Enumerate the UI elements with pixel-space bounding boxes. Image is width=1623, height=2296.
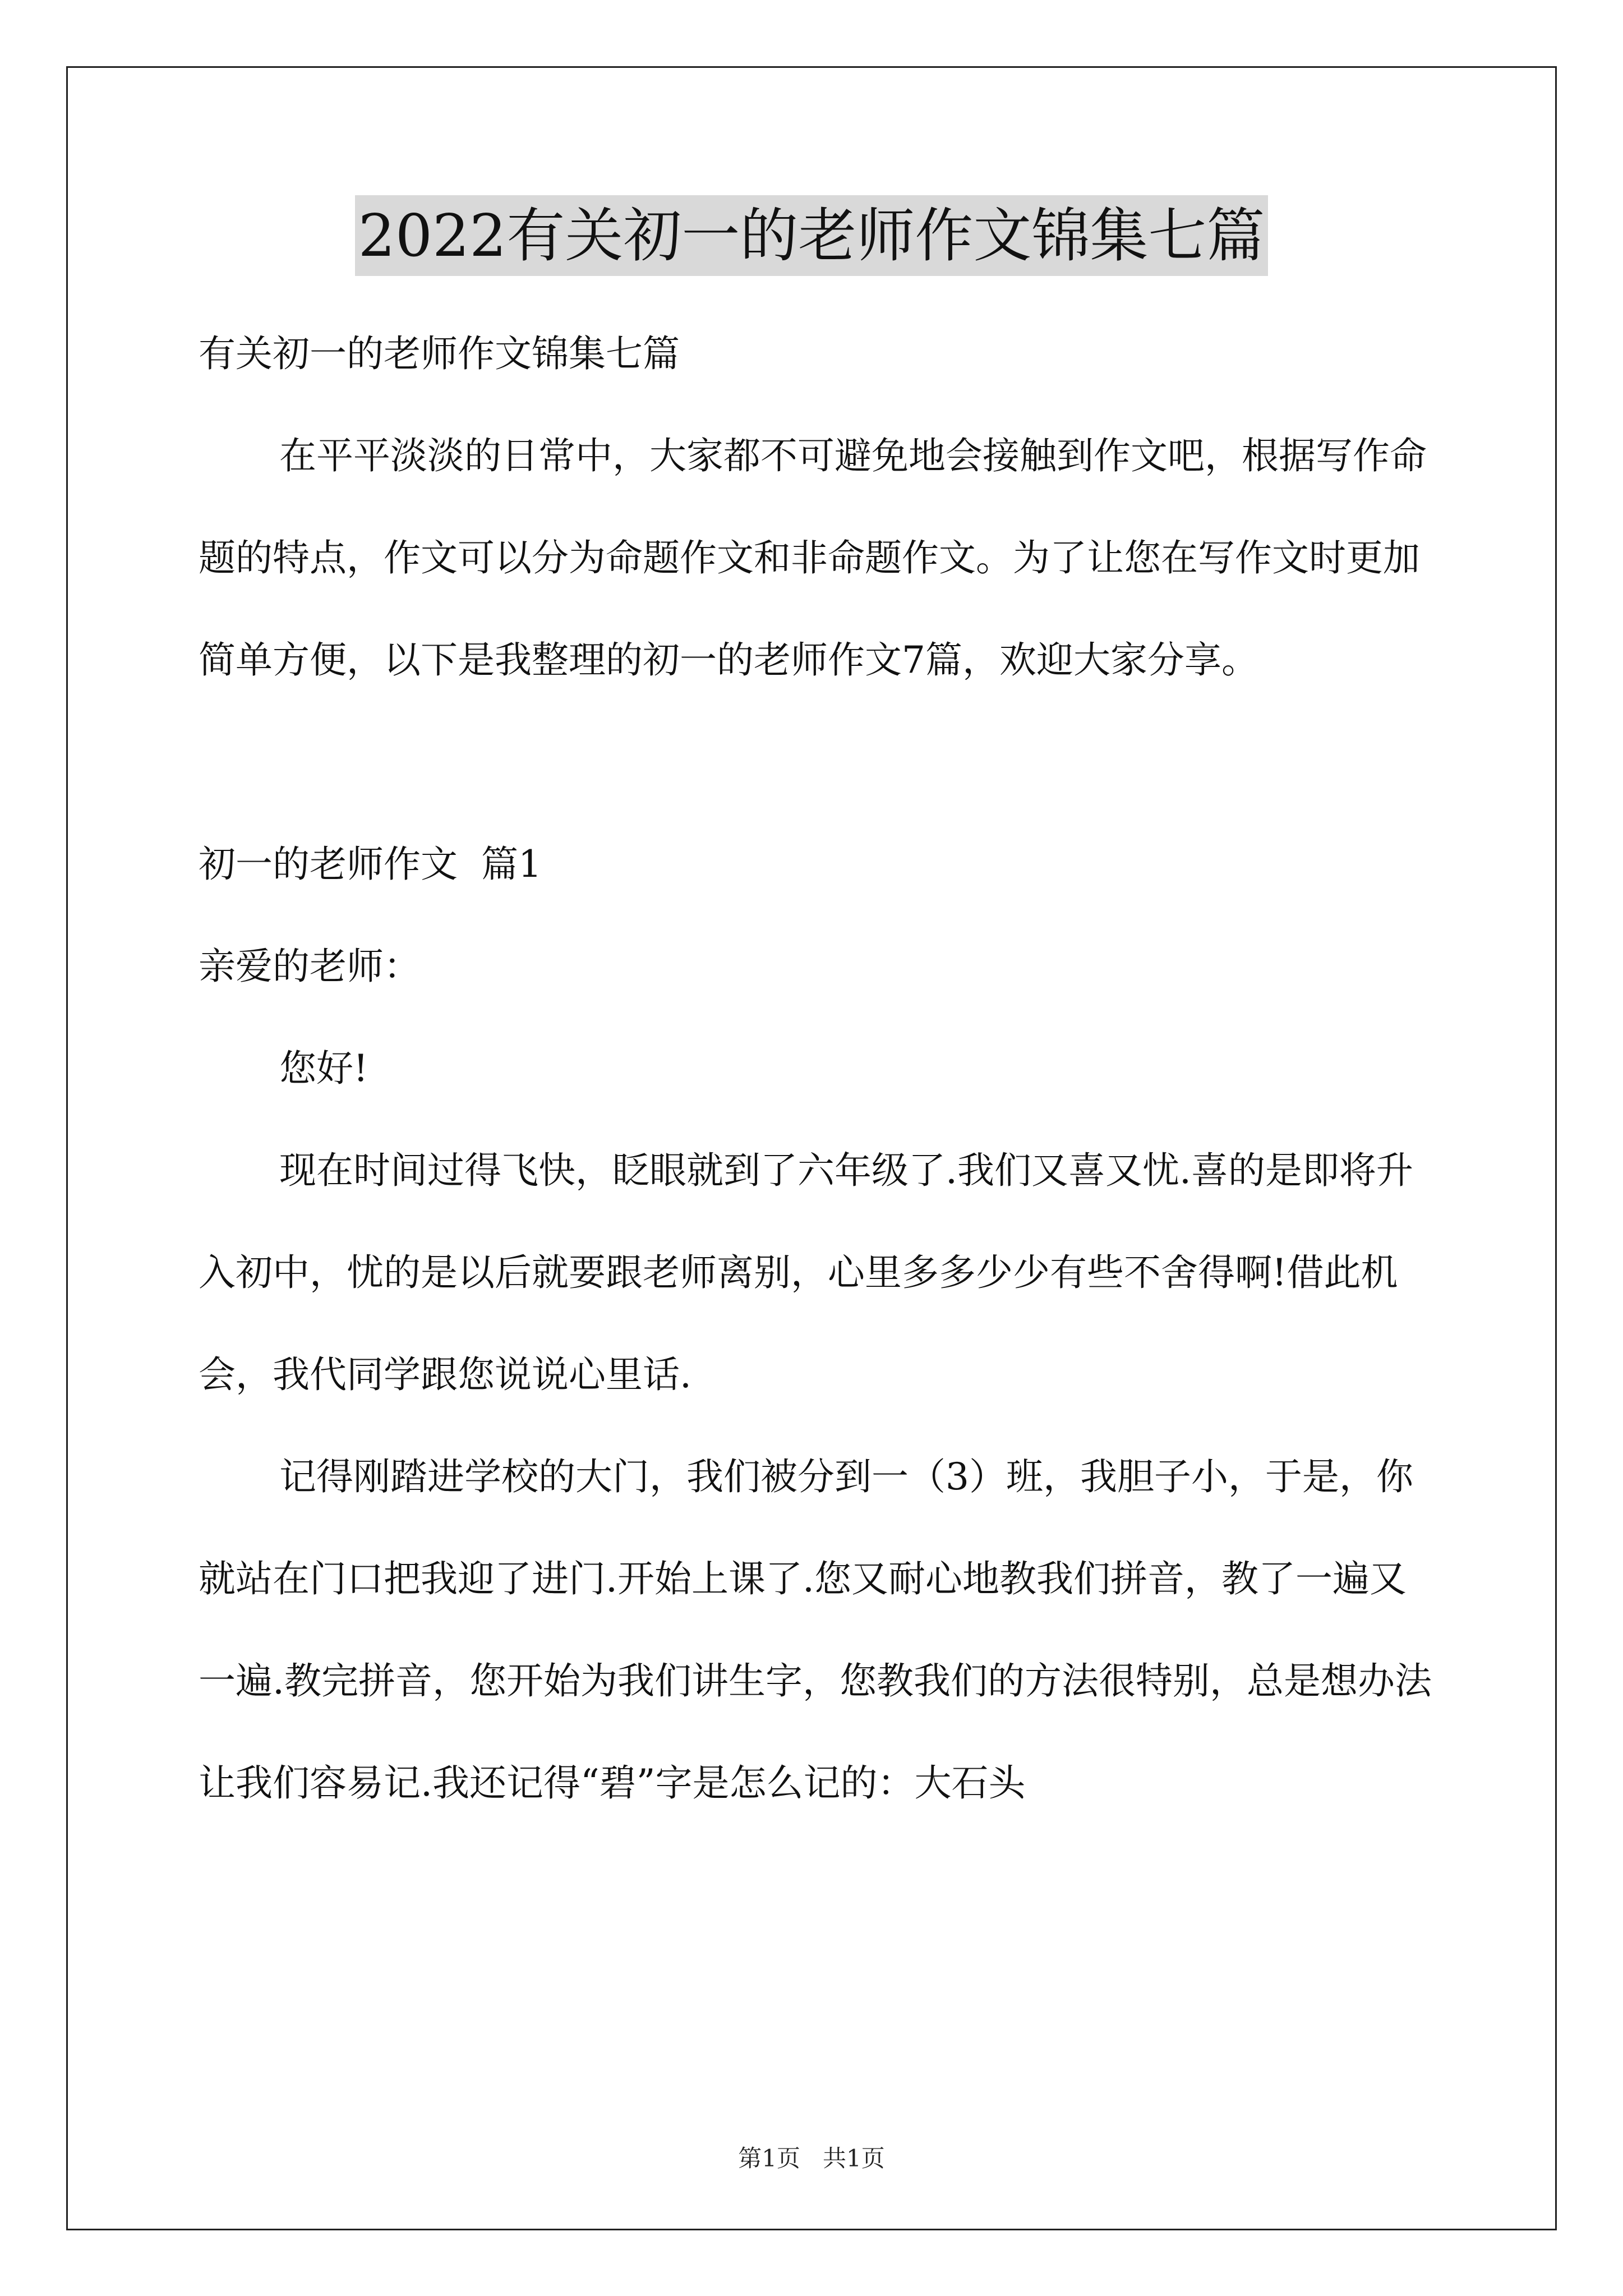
letter-greeting: 您好! bbox=[279, 1047, 368, 1090]
page-number-footer: 第1页 共1页 bbox=[738, 2145, 885, 2172]
section-heading: 初一的老师作文 篇1 bbox=[199, 843, 542, 886]
subtitle-line: 有关初一的老师作文锦集七篇 bbox=[199, 332, 680, 375]
body-paragraph: 记得刚踏进学校的大门，我们被分到一（3）班，我胆子小，于是，你就站在门口把我迎了进门.开始上课了.您又耐心地教我们拼音，教了一遍又一遍.教完拼音，您开始为我们讲生字，您教我们的方法很特别，总是想办法让我们容易记.我还记得“碧”字是怎么记的：大石头 bbox=[199, 1455, 1432, 1805]
document-body bbox=[199, 303, 1432, 1834]
letter-salutation: 亲爱的老师： bbox=[199, 945, 421, 988]
document-title: 2022有关初一的老师作文锦集七篇 bbox=[355, 195, 1269, 276]
body-paragraph: 现在时间过得飞快，眨眼就到了六年级了.我们又喜又忧.喜的是即将升入初中，忧的是以后就要跟老师离别，心里多多少少有些不舍得啊!借此机会，我代同学跟您说说心里话. bbox=[199, 1149, 1413, 1396]
section-gap bbox=[199, 711, 1432, 813]
intro-paragraph: 在平平淡淡的日常中，大家都不可避免地会接触到作文吧，根据写作命题的特点，作文可以分为命题作文和非命题作文。为了让您在写作文时更加简单方便，以下是我整理的初一的老师作文7篇，欢迎大家分享。 bbox=[199, 434, 1427, 682]
title-container bbox=[0, 195, 1623, 276]
